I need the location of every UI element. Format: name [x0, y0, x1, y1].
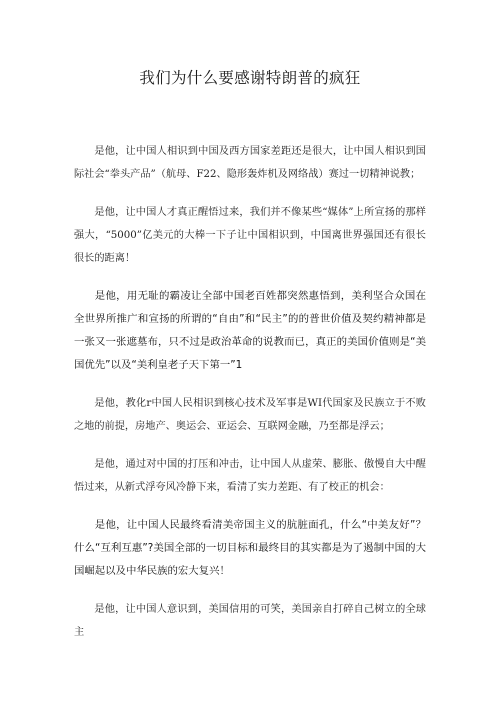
document-title: 我们为什么要感谢特朗普的疯狂	[139, 69, 361, 87]
paragraph-1: 是他，让中国人相识到中国及西方国家差距还是很大，让中国人相识到国际社会“拳头产品”（航母、F22、隐形轰炸机及网络战）赛过一切精神说教；	[74, 146, 426, 180]
paragraph-5: 是他，通过对中国的打压和冲击，让中国人从虚荣、膨胀、傲慢自大中醒悟过来，从新式浮夸风冷静下来，看清了实力差距、有了校正的机会：	[74, 459, 426, 493]
paragraph-6: 是他，让中国人民最终看清美帝国主义的肮脏面孔，什么“中美友好”？什么“互利互惠”?美国全部的一切目标和最终目的其实都是为了遏制中国的大国崛起以及中华民族的宏大复兴！	[74, 519, 426, 577]
paragraph-4: 是他，教化r中国人民相识到核心技术及军事是WI代国家及民族立于不败之地的前提，房地产、奥运会、亚运会、互联网金融，乃至都是浮云；	[74, 398, 426, 432]
paragraph-3: 是他，用无耻的霸凌让全部中国老百姓都突然惠悟到，美利坚合众国在全世界所推广和宣扬的所谓的“自由”和“民主”的的普世价值及契约精神都是一张又一张遮墓布，只不过是政治革命的说教而已，真正的美国价值则是“美国优先”以及“美利皇老子天下第一”1	[74, 290, 426, 371]
paragraph-7: 是他，让中国人意识到，美国信用的可笑，美国亲自打碎自己树立的全球主	[74, 604, 426, 638]
paragraph-2: 是他，让中国人才真正醒悟过来，我们并不像某些“媒体”上所宣扬的那样强大，“5000”亿美元的大棒一下子让中国相识到，中国离世界强国还有很长很长的距离！	[74, 207, 426, 264]
document-body	[74, 140, 426, 659]
